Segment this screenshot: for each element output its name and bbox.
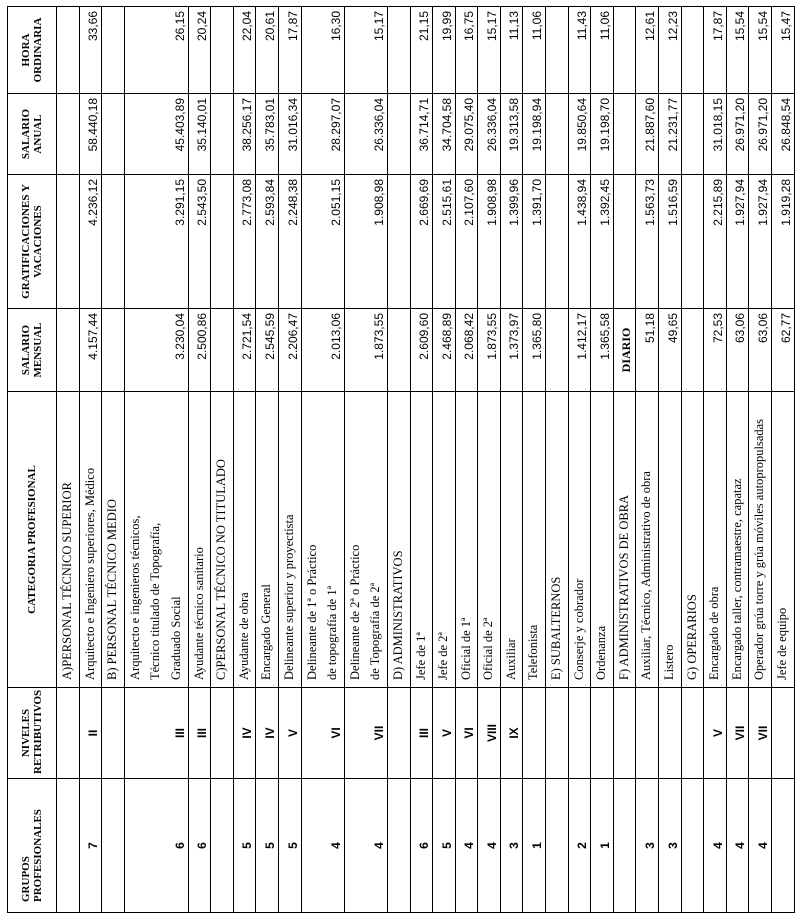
gratificaciones-cell: 2.593,84 (256, 175, 279, 309)
salario-mensual-cell: 49,65 (659, 309, 682, 392)
table-row (659, 7, 682, 913)
nivel-cell: II (79, 688, 102, 779)
gratificaciones-cell (681, 175, 704, 309)
hora-ordinaria-cell: 15,54 (749, 7, 772, 94)
grupo-cell (57, 779, 80, 913)
table-body (57, 7, 795, 913)
categoria-text: Ayudante técnico sanitario (191, 547, 206, 680)
categoria-text: Conserje y cobrador (571, 578, 586, 680)
gratificaciones-cell (387, 175, 410, 309)
hora-ordinaria-cell: 12,23 (659, 7, 682, 94)
header-salario-mensual (8, 309, 57, 392)
section-row (681, 7, 704, 913)
gratificaciones-cell (613, 175, 636, 309)
categoria-text: C)PERSONAL TÉCNICO NO TITULADO (214, 459, 229, 680)
salario-mensual-cell: 63,06 (749, 309, 772, 392)
salario-mensual-cell: 51,18 (636, 309, 659, 392)
salario-anual-cell: 34.704,58 (433, 94, 456, 175)
grupo-cell: 5 (233, 779, 256, 913)
section-row (387, 7, 410, 913)
grupo-cell: 6 (124, 779, 188, 913)
salario-mensual-cell (387, 309, 410, 392)
gratificaciones-cell: 2.515,61 (433, 175, 456, 309)
salario-anual-cell: 38.256,17 (233, 94, 256, 175)
header-text: RETRIBUTIVOS (32, 689, 44, 774)
categoria-cell (433, 392, 456, 688)
grupo-cell (681, 779, 704, 913)
hora-ordinaria-cell: 11,13 (500, 7, 523, 94)
grupo-cell (387, 779, 410, 913)
hora-ordinaria-cell: 16,75 (455, 7, 478, 94)
categoria-cell (344, 392, 387, 688)
categoria-cell (278, 392, 301, 688)
gratificaciones-cell: 1.927,94 (726, 175, 749, 309)
gratificaciones-cell: 2.543,50 (188, 175, 211, 309)
table-row (500, 7, 523, 913)
gratificaciones-cell (57, 175, 80, 309)
gratificaciones-cell: 2.051,15 (301, 175, 344, 309)
gratificaciones-cell: 1.391,70 (523, 175, 546, 309)
salario-anual-cell: 35.783,01 (256, 94, 279, 175)
categoria-text: Delineante superior y proyectista (281, 514, 296, 680)
hora-ordinaria-cell (546, 7, 569, 94)
table-row (301, 7, 344, 913)
categoria-text: Encargado General (259, 584, 274, 680)
salario-mensual-cell: 2.013,06 (301, 309, 344, 392)
hora-ordinaria-cell: 15,54 (726, 7, 749, 94)
header-gratificaciones (8, 175, 57, 309)
hora-ordinaria-cell (211, 7, 234, 94)
nivel-cell: V (704, 688, 727, 779)
grupo-cell: 6 (410, 779, 433, 913)
categoria-text: Auxiliar, Técnico, Administrativo de obra (639, 471, 654, 680)
salario-anual-cell: 21.887,60 (636, 94, 659, 175)
nivel-cell: VI (455, 688, 478, 779)
header-text: MENSUAL (32, 322, 44, 378)
categoria-text: G) OPERARIOS (684, 594, 699, 680)
salario-anual-cell: 26.848,54 (772, 94, 795, 175)
hora-ordinaria-cell: 20,24 (188, 7, 211, 94)
section-row (546, 7, 569, 913)
table-row (233, 7, 256, 913)
salario-anual-cell (387, 94, 410, 175)
categoria-text: Graduado Social (168, 596, 183, 680)
nivel-cell: VI (301, 688, 344, 779)
hora-ordinaria-cell (387, 7, 410, 94)
grupo-cell: 4 (455, 779, 478, 913)
salario-anual-cell: 29.075,40 (455, 94, 478, 175)
categoria-cell (704, 392, 727, 688)
hora-ordinaria-cell: 22,04 (233, 7, 256, 94)
categoria-text: Delineante de 2ª o Práctico (347, 544, 362, 680)
categoria-text: Encargado taller, contramaestre, capataz (729, 478, 744, 680)
hora-ordinaria-cell (102, 7, 125, 94)
grupo-cell: 4 (344, 779, 387, 913)
hora-ordinaria-cell: 11,06 (591, 7, 614, 94)
section-row (57, 7, 80, 913)
categoria-cell (636, 392, 659, 688)
categoria-text: Delineante de 1ª o Práctico (304, 544, 319, 680)
salario-mensual-cell: 63,06 (726, 309, 749, 392)
nivel-cell (523, 688, 546, 779)
grupo-cell: 5 (256, 779, 279, 913)
categoria-cell (726, 392, 749, 688)
gratificaciones-cell: 3.291,15 (124, 175, 188, 309)
gratificaciones-cell: 1.516,59 (659, 175, 682, 309)
gratificaciones-cell (546, 175, 569, 309)
gratificaciones-cell: 2.248,38 (278, 175, 301, 309)
gratificaciones-cell: 4.236,12 (79, 175, 102, 309)
gratificaciones-cell: 1.392,45 (591, 175, 614, 309)
salario-mensual-cell: 72,53 (704, 309, 727, 392)
grupo-cell (211, 779, 234, 913)
hora-ordinaria-cell: 17,87 (704, 7, 727, 94)
nivel-cell: V (278, 688, 301, 779)
categoria-text: A)PERSONAL TÉCNICO SUPERIOR (60, 482, 74, 680)
nivel-cell: IV (256, 688, 279, 779)
categoria-text: de Topografía de 2ª (368, 582, 383, 680)
nivel-cell (546, 688, 569, 779)
grupo-cell: 4 (301, 779, 344, 913)
salario-mensual-cell: 3.230,04 (124, 309, 188, 392)
grupo-cell (613, 779, 636, 913)
table-row (704, 7, 727, 913)
nivel-cell (591, 688, 614, 779)
salario-anual-cell: 21.231,77 (659, 94, 682, 175)
salario-mensual-cell: 1.873,55 (344, 309, 387, 392)
nivel-cell (211, 688, 234, 779)
grupo-cell (102, 779, 125, 913)
categoria-text: E) SUBALTERNOS (549, 576, 564, 680)
gratificaciones-cell (102, 175, 125, 309)
salario-anual-cell: 26.971,20 (749, 94, 772, 175)
salario-anual-cell: 19.198,70 (591, 94, 614, 175)
table-row (124, 7, 188, 913)
categoria-cell (79, 392, 102, 688)
categoria-text: Oficial de 1ª (458, 617, 473, 680)
salario-anual-cell: 36.714,71 (410, 94, 433, 175)
table-row (568, 7, 591, 913)
nivel-cell: IV (233, 688, 256, 779)
salario-mensual-cell: 1.365,80 (523, 309, 546, 392)
hora-ordinaria-cell: 12,61 (636, 7, 659, 94)
nivel-cell: VII (726, 688, 749, 779)
header-text: VACACIONES (32, 205, 44, 278)
salario-anual-cell: 19.198,94 (523, 94, 546, 175)
categoria-cell (188, 392, 211, 688)
categoria-text: Ordenanza (594, 625, 609, 680)
hora-ordinaria-cell: 15,17 (478, 7, 501, 94)
nivel-cell (681, 688, 704, 779)
salario-mensual-cell: 1.365,58 (591, 309, 614, 392)
section-row (613, 7, 636, 913)
categoria-text: Telefonista (526, 624, 541, 680)
nivel-cell: V (433, 688, 456, 779)
hora-ordinaria-cell: 33,66 (79, 7, 102, 94)
gratificaciones-cell: 1.438,94 (568, 175, 591, 309)
header-categoria: CATEGORIA PROFESIONAL (8, 392, 57, 688)
nivel-cell: VII (344, 688, 387, 779)
categoria-cell (478, 392, 501, 688)
nivel-cell: IX (500, 688, 523, 779)
salario-mensual-unit-label: DIARIO (613, 309, 636, 392)
hora-ordinaria-cell: 19,99 (433, 7, 456, 94)
categoria-cell (500, 392, 523, 688)
gratificaciones-cell: 2.107,60 (455, 175, 478, 309)
section-row (211, 7, 234, 913)
hora-ordinaria-cell (613, 7, 636, 94)
grupo-cell: 3 (500, 779, 523, 913)
salario-mensual-cell: 1.412,17 (568, 309, 591, 392)
table-row (636, 7, 659, 913)
categoria-cell (256, 392, 279, 688)
salario-anual-cell (57, 94, 80, 175)
table-row (591, 7, 614, 913)
gratificaciones-cell: 1.908,98 (344, 175, 387, 309)
salario-mensual-cell: 1.373,97 (500, 309, 523, 392)
header-text: GRUPOS (20, 856, 32, 902)
categoria-text: Oficial de 2ª (481, 617, 496, 680)
grupo-cell: 4 (478, 779, 501, 913)
salario-anual-cell: 26.336,04 (478, 94, 501, 175)
gratificaciones-cell: 1.919,28 (772, 175, 795, 309)
table-row (455, 7, 478, 913)
categoria-text: F) ADMINISTRATIVOS DE OBRA (616, 494, 631, 680)
categoria-text: Ayudante de obra (236, 592, 251, 680)
categoria-cell (523, 392, 546, 688)
categoria-text: B) PERSONAL TÉCNICO MEDIO (105, 499, 120, 680)
nivel-cell (57, 688, 80, 779)
header-salario-anual (8, 94, 57, 175)
header-text: SALARIO (20, 108, 32, 160)
categoria-cell (455, 392, 478, 688)
header-niveles (8, 688, 57, 779)
header-row (8, 7, 57, 913)
gratificaciones-cell: 2.215,89 (704, 175, 727, 309)
nivel-cell: III (124, 688, 188, 779)
grupo-cell (772, 779, 795, 913)
salario-mensual-cell: 62,77 (772, 309, 795, 392)
table-row (772, 7, 795, 913)
hora-ordinaria-cell (57, 7, 80, 94)
categoria-text: Auxiliar (503, 638, 518, 680)
salario-anual-cell: 28.297,07 (301, 94, 344, 175)
salario-anual-cell: 31.018,15 (704, 94, 727, 175)
hora-ordinaria-cell: 15,17 (344, 7, 387, 94)
salario-mensual-cell (681, 309, 704, 392)
categoria-cell (233, 392, 256, 688)
categoria-text: D) ADMINISTRATIVOS (390, 550, 405, 680)
header-text: SALARIO (20, 324, 32, 376)
nivel-cell: VII (749, 688, 772, 779)
categoria-text: Jefe de 1ª (413, 632, 428, 680)
categoria-text: Jefe de 2ª (436, 632, 451, 680)
nivel-cell: VIII (478, 688, 501, 779)
nivel-cell (772, 688, 795, 779)
salario-anual-cell: 35.140,01 (188, 94, 211, 175)
gratificaciones-cell: 1.563,73 (636, 175, 659, 309)
categoria-cell (301, 392, 344, 688)
table-row (410, 7, 433, 913)
table-row (188, 7, 211, 913)
nivel-cell (568, 688, 591, 779)
categoria-text: de topografía de 1ª (325, 585, 340, 680)
grupo-cell: 3 (636, 779, 659, 913)
salario-mensual-cell: 4.157,44 (79, 309, 102, 392)
salario-anual-cell: 19.850,64 (568, 94, 591, 175)
gratificaciones-cell: 2.669,69 (410, 175, 433, 309)
salario-mensual-cell: 2.500,86 (188, 309, 211, 392)
gratificaciones-cell: 1.399,96 (500, 175, 523, 309)
nivel-cell (387, 688, 410, 779)
categoria-cell (124, 392, 188, 688)
salario-anual-cell: 26.336,04 (344, 94, 387, 175)
salario-anual-cell (546, 94, 569, 175)
salario-mensual-cell (211, 309, 234, 392)
salario-mensual-cell (546, 309, 569, 392)
categoria-text: Jefe de equipo (775, 607, 789, 680)
header-text: HORA (20, 33, 32, 67)
table-row (278, 7, 301, 913)
salario-anual-cell: 58.440,18 (79, 94, 102, 175)
header-text: PROFESIONALES (32, 809, 44, 902)
salario-mensual-cell: 2.206,47 (278, 309, 301, 392)
categoria-cell (659, 392, 682, 688)
grupo-cell: 4 (704, 779, 727, 913)
hora-ordinaria-cell: 11,06 (523, 7, 546, 94)
table-row (523, 7, 546, 913)
hora-ordinaria-cell: 21,15 (410, 7, 433, 94)
table-row (478, 7, 501, 913)
grupo-cell (546, 779, 569, 913)
salario-mensual-cell: 1.873,55 (478, 309, 501, 392)
grupo-cell: 4 (726, 779, 749, 913)
salario-anual-cell (102, 94, 125, 175)
categoria-text: Encargado de obra (707, 586, 722, 680)
header-grupos (8, 779, 57, 913)
nivel-cell (636, 688, 659, 779)
salary-table (7, 6, 795, 913)
header-text: ANUAL (32, 114, 44, 154)
categoria-text: Arquitecto e ingenieros técnicos, (127, 515, 142, 680)
salario-anual-cell: 31.016,34 (278, 94, 301, 175)
categoria-cell (546, 392, 569, 688)
header-text: NIVELES (20, 708, 32, 758)
categoria-text: Arquitecto e Ingeniero superiores, Médico (82, 467, 97, 680)
salario-mensual-cell: 2.609,60 (410, 309, 433, 392)
salario-anual-cell: 26.971,20 (726, 94, 749, 175)
categoria-cell (102, 392, 125, 688)
hora-ordinaria-cell: 16,30 (301, 7, 344, 94)
categoria-cell (568, 392, 591, 688)
table-row (344, 7, 387, 913)
table-row (79, 7, 102, 913)
hora-ordinaria-cell: 26,15 (124, 7, 188, 94)
gratificaciones-cell (211, 175, 234, 309)
header-text: ORDINARIA (32, 17, 44, 83)
salario-mensual-cell (57, 309, 80, 392)
hora-ordinaria-cell: 20,61 (256, 7, 279, 94)
hora-ordinaria-cell: 11,43 (568, 7, 591, 94)
grupo-cell: 5 (278, 779, 301, 913)
salario-mensual-cell: 2.468,89 (433, 309, 456, 392)
gratificaciones-cell: 2.773,08 (233, 175, 256, 309)
categoria-cell (387, 392, 410, 688)
hora-ordinaria-cell: 17,87 (278, 7, 301, 94)
grupo-cell: 1 (523, 779, 546, 913)
categoria-cell (57, 392, 80, 688)
salario-anual-cell: 45.403,89 (124, 94, 188, 175)
grupo-cell: 6 (188, 779, 211, 913)
gratificaciones-cell: 1.908,98 (478, 175, 501, 309)
table-row (433, 7, 456, 913)
gratificaciones-cell: 1.927,94 (749, 175, 772, 309)
salario-mensual-cell: 2.068,42 (455, 309, 478, 392)
salario-anual-cell (681, 94, 704, 175)
nivel-cell (613, 688, 636, 779)
categoria-cell (211, 392, 234, 688)
header-text: GRATIFICACIONES Y (20, 184, 32, 299)
categoria-text: Técnico titulado de Topografía, (148, 522, 163, 680)
grupo-cell: 3 (659, 779, 682, 913)
salario-mensual-cell (102, 309, 125, 392)
categoria-cell (772, 392, 795, 688)
hora-ordinaria-cell (681, 7, 704, 94)
salario-anual-cell (211, 94, 234, 175)
table-row (726, 7, 749, 913)
categoria-cell (613, 392, 636, 688)
salario-mensual-cell: 2.545,59 (256, 309, 279, 392)
grupo-cell: 4 (749, 779, 772, 913)
categoria-text: Listero (662, 644, 677, 680)
categoria-cell (681, 392, 704, 688)
nivel-cell (102, 688, 125, 779)
salario-mensual-cell: 2.721,54 (233, 309, 256, 392)
grupo-cell: 7 (79, 779, 102, 913)
table-row (256, 7, 279, 913)
nivel-cell: III (188, 688, 211, 779)
categoria-cell (410, 392, 433, 688)
grupo-cell: 5 (433, 779, 456, 913)
table-row (749, 7, 772, 913)
nivel-cell (659, 688, 682, 779)
categoria-text: Operador grúa torre y grúa móviles autopropulsadas (752, 418, 767, 680)
salario-anual-cell (613, 94, 636, 175)
grupo-cell: 1 (591, 779, 614, 913)
grupo-cell: 2 (568, 779, 591, 913)
salario-anual-cell: 19.313,58 (500, 94, 523, 175)
header-hora-ordinaria (8, 7, 57, 94)
section-row (102, 7, 125, 913)
hora-ordinaria-cell: 15,47 (772, 7, 795, 94)
categoria-cell (591, 392, 614, 688)
nivel-cell: III (410, 688, 433, 779)
categoria-cell (749, 392, 772, 688)
